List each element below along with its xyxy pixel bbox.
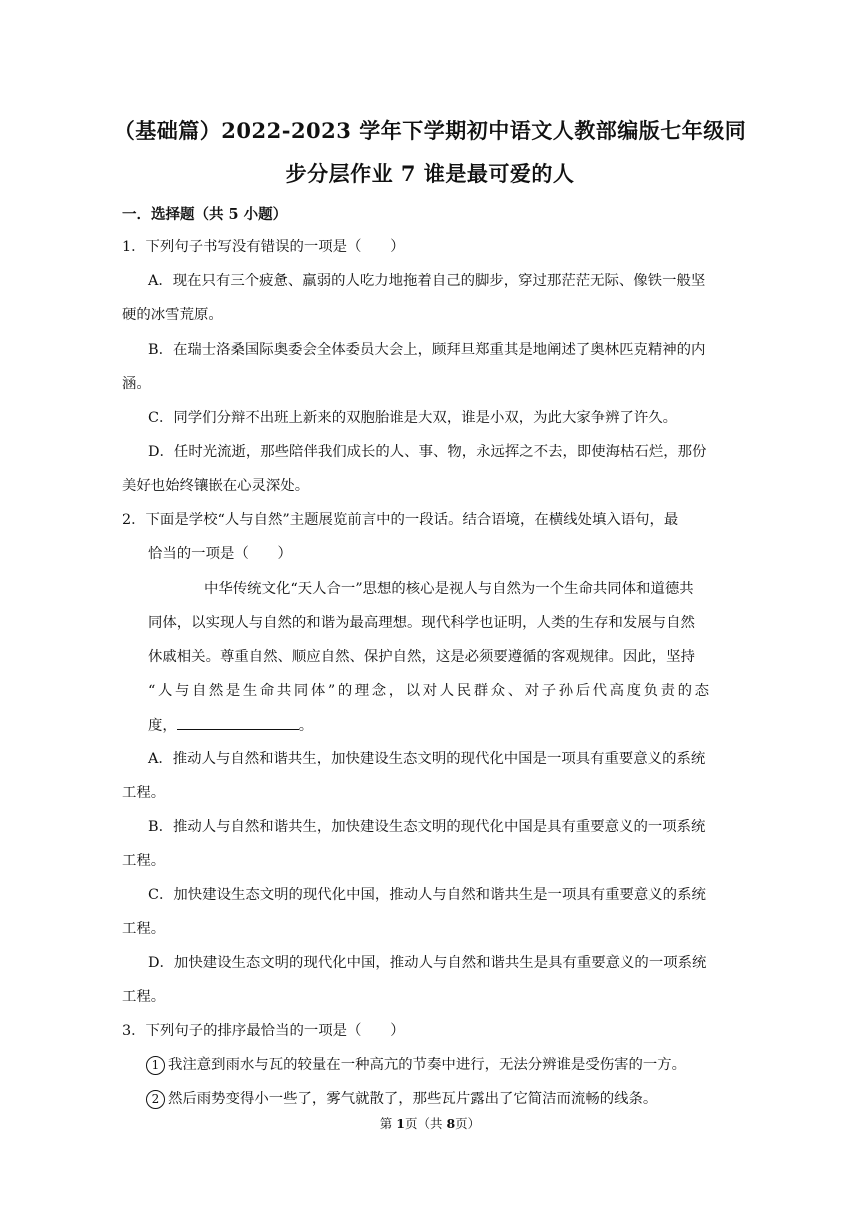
q2-option-d: D．加快建设生态文明的现代化中国，推动人与自然和谐共生是具有重要意义的一项系统 bbox=[148, 955, 707, 971]
footer-suffix: 页） bbox=[455, 1116, 481, 1131]
q2-option-b-cont: 工程。 bbox=[122, 853, 166, 869]
q2-option-c: C．加快建设生态文明的现代化中国，推动人与自然和谐共生是一项具有重要意义的系统 bbox=[148, 887, 706, 903]
q2-option-c-cont: 工程。 bbox=[122, 921, 166, 937]
q2-option-a: A．推动人与自然和谐共生，加快建设生态文明的现代化中国是一项具有重要意义的系统 bbox=[148, 751, 706, 767]
document-title-line-1: （基础篇）2022-2023 学年下学期初中语文人教部编版七年级同 bbox=[113, 118, 747, 143]
q2-passage-line-4: “人与自然是生命共同体”的理念，以对人民群众、对子孙后代高度负责的态 bbox=[148, 683, 712, 699]
q1-option-a-cont: 硬的冰雪荒原。 bbox=[122, 307, 223, 323]
q1-option-a: A．现在只有三个疲惫、羸弱的人吃力地拖着自己的脚步，穿过那茫茫无际、像铁一般坚 bbox=[148, 273, 706, 289]
page-footer bbox=[0, 1114, 860, 1132]
q2-passage-line-3: 休戚相关。尊重自然、顺应自然、保护自然，这是必须要遵循的客观规律。因此，坚持 bbox=[148, 649, 695, 665]
q2-passage-line-2: 同体，以实现人与自然的和谐为最高理想。现代科学也证明，人类的生存和发展与自然 bbox=[148, 615, 695, 631]
circled-number-1: 1 bbox=[146, 1056, 165, 1075]
footer-prefix: 第 bbox=[379, 1116, 397, 1131]
q1-option-b: B．在瑞士洛桑国际奥委会全体委员大会上，顾拜旦郑重其是地阐述了奥林匹克精神的内 bbox=[148, 342, 706, 358]
section-heading: 一．选择题（共 5 小题） bbox=[122, 206, 288, 223]
current-page-number: 1 bbox=[396, 1116, 405, 1131]
question-2-stem: 2．下面是学校“人与自然”主题展览前言中的一段话。结合语境，在横线处填入语句，最 bbox=[122, 512, 679, 528]
q2-passage-line-1: 中华传统文化“天人合一”思想的核心是视人与自然为一个生命共同体和道德共 bbox=[204, 581, 694, 597]
q1-option-b-cont: 涵。 bbox=[122, 376, 151, 392]
footer-middle: 页（共 bbox=[404, 1116, 447, 1131]
q1-option-c: C．同学们分辩不出班上新来的双胞胎谁是大双，谁是小双，为此大家争辨了许久。 bbox=[148, 410, 678, 426]
q2-passage-period: 。 bbox=[298, 718, 314, 734]
question-2-stem-cont: 恰当的一项是（ ） bbox=[148, 546, 292, 562]
q2-option-d-cont: 工程。 bbox=[122, 989, 166, 1005]
q2-passage-line-5 bbox=[148, 715, 313, 736]
q1-option-d: D．任时光流逝，那些陪伴我们成长的人、事、物，永远挥之不去，即使海枯石烂，那份 bbox=[148, 444, 707, 460]
document-title-line-2: 步分层作业 7 谁是最可爱的人 bbox=[285, 161, 575, 186]
q3-sentence-1-text: 我注意到雨水与瓦的较量在一种高亢的节奏中进行，无法分辨谁是受伤害的一方。 bbox=[168, 1057, 687, 1073]
question-3-stem: 3．下列句子的排序最恰当的一项是（ ） bbox=[122, 1023, 405, 1039]
q2-option-a-cont: 工程。 bbox=[122, 785, 166, 801]
q3-sentence-2-text: 然后雨势变得小一些了，雾气就散了，那些瓦片露出了它简洁而流畅的线条。 bbox=[168, 1091, 658, 1107]
total-pages: 8 bbox=[446, 1116, 456, 1131]
q2-passage-end-text: 度， bbox=[148, 718, 177, 734]
q3-sentence-2 bbox=[146, 1089, 657, 1109]
q1-option-d-cont: 美好也始终镶嵌在心灵深处。 bbox=[122, 478, 310, 494]
q2-option-b: B．推动人与自然和谐共生，加快建设生态文明的现代化中国是具有重要意义的一项系统 bbox=[148, 819, 706, 835]
answer-blank bbox=[177, 715, 299, 730]
question-1-stem: 1．下列句子书写没有错误的一项是（ ） bbox=[122, 239, 405, 255]
q3-sentence-1 bbox=[146, 1055, 686, 1075]
circled-number-2: 2 bbox=[146, 1090, 165, 1109]
